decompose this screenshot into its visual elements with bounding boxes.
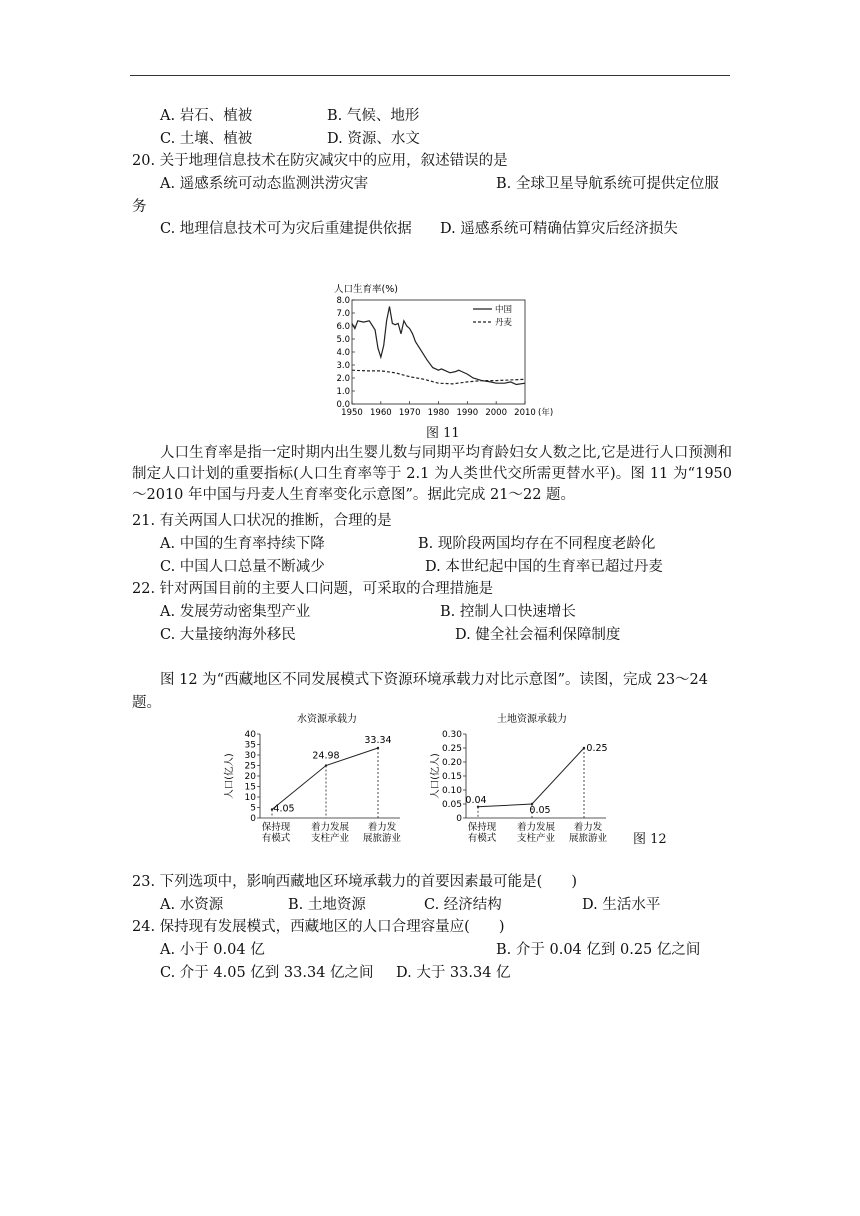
q23-option-c: C. 经济结构 xyxy=(424,897,502,913)
q20-option-b-continued: 务 xyxy=(132,199,147,215)
header-rule xyxy=(130,75,730,76)
q23-option-d: D. 生活水平 xyxy=(582,897,661,913)
fig11-xtick-label: 1980 xyxy=(427,408,450,418)
passage-21-22: 人口生育率是指一定时期内出生婴儿数与同期平均育龄妇女人数之比,它是进行人口预测和制定人口计划的重要指标(人口生育率等于 2.1 为人类世代交所需更替水平)。图 11 为“1950～2010 年中国与丹麦人生育率变化示意图”。据此完成 21～22 题。 xyxy=(132,445,732,503)
q20-option-a: A. 遥感系统可动态监测洪涝灾害 xyxy=(160,176,369,192)
fig12-right-category-label: 着力发 xyxy=(573,822,603,833)
q23-option-a: A. 水资源 xyxy=(160,897,224,913)
fig11-plot-frame xyxy=(352,300,525,404)
fig12-right-category-label: 着力发展 xyxy=(516,822,556,833)
fig12-left-ytick-label: 40 xyxy=(244,730,256,740)
fig12-carrying-capacity-charts xyxy=(222,708,642,848)
fig12-right-data-label: 0.04 xyxy=(465,794,487,806)
fig11-ytick-label: 3.0 xyxy=(336,361,350,371)
fig12-left-category-label: 展旅游业 xyxy=(362,833,402,844)
fig12-left-ytick-label: 30 xyxy=(244,751,256,761)
fig12-left-data-label: 24.98 xyxy=(312,750,340,762)
fig12-right-ytick-label: 0.30 xyxy=(441,730,462,740)
fig12-left-ytick-label: 15 xyxy=(244,782,256,793)
fig12-right-ytick-label: 0.15 xyxy=(441,772,462,782)
fig12-right-category-label: 支柱产业 xyxy=(516,833,556,844)
q24-option-d: D. 大于 33.34 亿 xyxy=(396,965,511,981)
q24-stem: 24. 保持现有发展模式，西藏地区的人口合理容量应( ) xyxy=(132,919,505,935)
fig12-left-ytick-label: 20 xyxy=(244,772,256,782)
q21-option-c: C. 中国人口总量不断减少 xyxy=(160,559,325,575)
fig12-right-data-label: 0.25 xyxy=(586,743,608,754)
fig12-left-title: 水资源承载力 xyxy=(297,714,357,725)
fig11-ytick-label: 8.0 xyxy=(336,296,350,306)
fig11-xtick-label: 1950 xyxy=(341,408,363,418)
fig12-left-category-label: 保持现 xyxy=(261,822,291,833)
q23-option-b: B. 土地资源 xyxy=(288,897,366,913)
q23-stem: 23. 下列选项中，影响西藏地区环境承载力的首要因素最可能是( ) xyxy=(132,874,577,890)
q24-option-a: A. 小于 0.04 亿 xyxy=(160,942,265,958)
q21-option-d: D. 本世纪起中国的生育率已超过丹麦 xyxy=(425,559,663,575)
fig12-left-category-label: 有模式 xyxy=(261,833,291,844)
q21-stem: 21. 有关两国人口状况的推断，合理的是 xyxy=(132,513,392,529)
q20-stem: 20. 关于地理信息技术在防灾减灾中的应用，叙述错误的是 xyxy=(132,153,508,169)
q19-option-c: C. 土壤、植被 xyxy=(160,131,253,147)
q21-option-b: B. 现阶段两国均存在不同程度老龄化 xyxy=(418,536,656,552)
fig11-caption: 图 11 xyxy=(426,426,460,441)
fig11-xtick-label: 2000 xyxy=(485,408,507,418)
fig12-left-data-label: 4.05 xyxy=(273,803,295,815)
q24-option-b: B. 介于 0.04 亿到 0.25 亿之间 xyxy=(496,942,701,958)
fig12-left-ytick-label: 35 xyxy=(244,740,256,751)
fig12-left-data-label: 33.34 xyxy=(364,734,392,746)
fig12-right-series-line xyxy=(478,748,584,807)
fig11-ytick-label: 1.0 xyxy=(336,387,350,397)
fig11-x-unit: (年) xyxy=(538,408,554,418)
q20-option-b: B. 全球卫星导航系统可提供定位服 xyxy=(496,176,719,192)
fig12-left-ytick-label: 10 xyxy=(244,793,256,803)
fig11-xtick-label: 1970 xyxy=(398,408,421,418)
fig11-ytick-label: 2.0 xyxy=(336,374,350,384)
q19-option-b: B. 气候、地形 xyxy=(327,108,420,124)
fig11-ytick-label: 0.0 xyxy=(336,400,350,410)
fig12-left-ytick-label: 5 xyxy=(250,803,256,814)
fig11-ylabel: 人口生育率(%) xyxy=(334,284,398,295)
q19-option-a: A. 岩石、植被 xyxy=(160,108,253,124)
fig12-right-category-label: 保持现 xyxy=(467,822,497,833)
fig12-right-title: 土地资源承载力 xyxy=(497,714,567,725)
fig12-left-ylabel: 人口(亿人) xyxy=(224,753,235,799)
passage-23-24-line2: 题。 xyxy=(132,695,161,711)
q21-option-a: A. 中国的生育率持续下降 xyxy=(160,536,325,552)
fig11-xtick-label: 2010 xyxy=(514,408,536,418)
fig11-xtick-label: 1990 xyxy=(456,408,479,418)
fig12-right-ytick-label: 0.10 xyxy=(441,786,462,796)
q19-option-d: D. 资源、水文 xyxy=(327,131,420,147)
fig12-right-data-label: 0.05 xyxy=(529,805,551,816)
fig12-right-ylabel: 人口(亿人) xyxy=(430,753,441,799)
fig12-left-ytick-label: 25 xyxy=(244,761,256,772)
fig11-ytick-label: 7.0 xyxy=(336,309,350,319)
fig11-ytick-label: 5.0 xyxy=(336,335,350,345)
fig12-right-ytick-label: 0.20 xyxy=(441,758,462,768)
q22-option-c: C. 大量接纳海外移民 xyxy=(160,627,296,643)
fig11-ytick-label: 6.0 xyxy=(336,322,350,332)
fig12-left-category-label: 着力发 xyxy=(367,822,397,833)
fig11-legend-denmark-label: 丹麦 xyxy=(495,318,513,328)
q22-stem: 22. 针对两国目前的主要人口问题，可采取的合理措施是 xyxy=(132,581,494,597)
q24-option-c: C. 介于 4.05 亿到 33.34 亿之间 xyxy=(160,965,374,981)
q22-option-a: A. 发展劳动密集型产业 xyxy=(160,604,311,620)
q20-option-d: D. 遥感系统可精确估算灾后经济损失 xyxy=(440,221,678,237)
fig11-fertility-chart xyxy=(320,280,570,425)
q20-option-c: C. 地理信息技术可为灾后重建提供依据 xyxy=(160,221,412,237)
fig12-right-category-label: 有模式 xyxy=(467,833,497,844)
fig11-ytick-label: 4.0 xyxy=(336,348,350,358)
fig12-left-category-label: 着力发展 xyxy=(310,822,350,833)
fig12-left-ytick-label: 0 xyxy=(250,814,256,824)
fig11-legend-china-label: 中国 xyxy=(495,305,513,315)
fig12-right-ytick-label: 0.05 xyxy=(441,800,462,810)
fig12-left-category-label: 支柱产业 xyxy=(310,833,350,844)
fig11-series-denmark-line xyxy=(352,370,525,384)
q22-option-d: D. 健全社会福利保障制度 xyxy=(455,627,621,643)
fig12-right-category-label: 展旅游业 xyxy=(568,833,608,844)
q22-option-b: B. 控制人口快速增长 xyxy=(440,604,576,620)
fig12-right-ytick-label: 0.25 xyxy=(441,744,462,754)
fig12-right-ytick-label: 0 xyxy=(456,814,462,824)
fig11-xtick-label: 1960 xyxy=(370,408,392,418)
passage-23-24-line1: 图 12 为“西藏地区不同发展模式下资源环境承载力对比示意图”。读图，完成 23～24 xyxy=(160,672,709,688)
fig12-caption: 图 12 xyxy=(633,832,667,847)
